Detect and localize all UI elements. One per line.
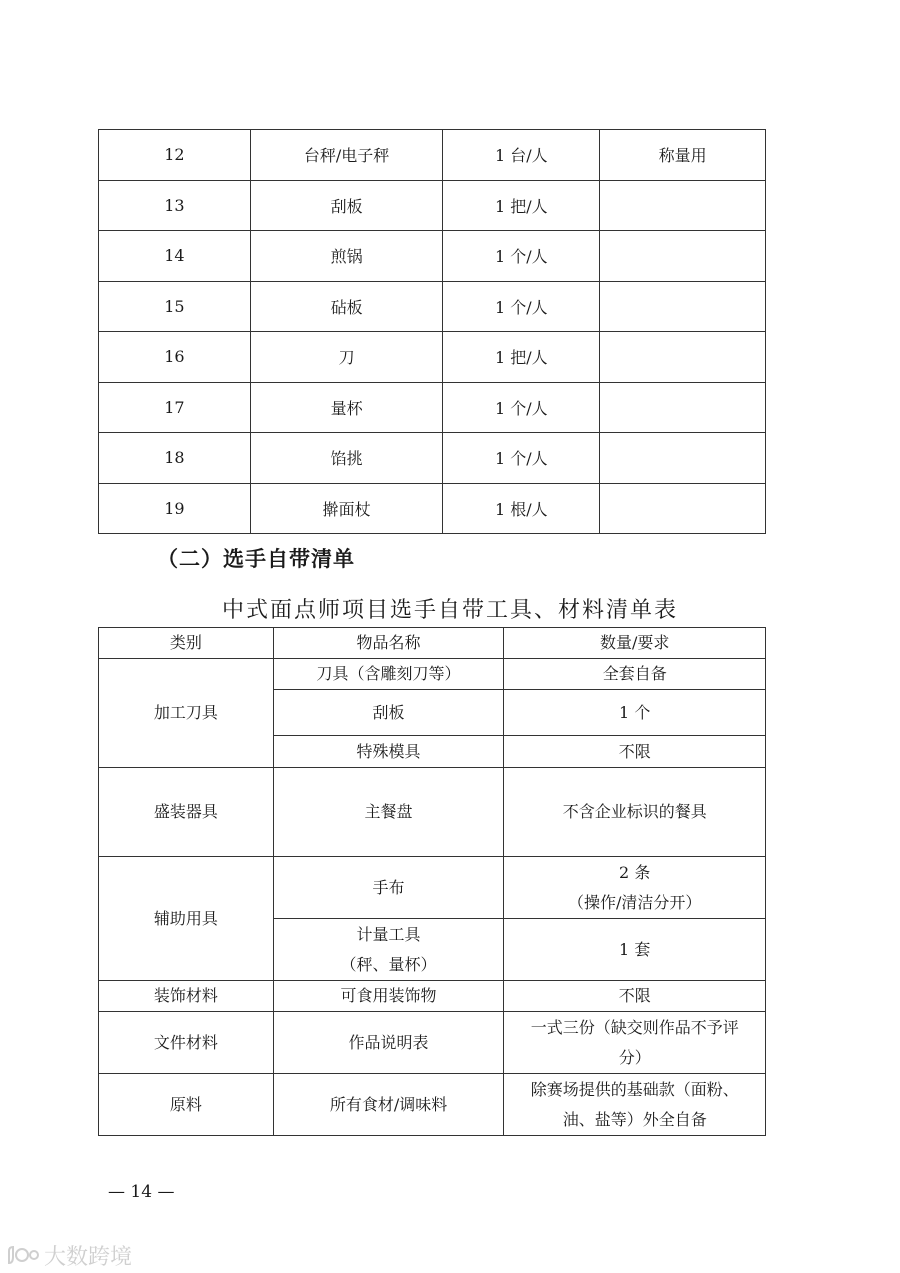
item-name-cell: 量杯 — [250, 382, 443, 433]
category-cell: 文件材料 — [99, 1012, 274, 1074]
note-cell — [600, 382, 766, 433]
self-brought-table — [98, 627, 766, 1136]
item-name-cell: 台秤/电子秤 — [250, 130, 443, 181]
item-line: 计量工具 — [356, 924, 421, 944]
quantity-cell: 1 根/人 — [443, 483, 600, 534]
header-category: 类别 — [99, 628, 274, 659]
table-title: 中式面点师项目选手自带工具、材料清单表 — [221, 598, 678, 623]
table-row — [99, 768, 766, 857]
watermark-text: 大数跨境 — [44, 1245, 133, 1270]
section-heading: （二）选手自带清单 — [157, 547, 355, 571]
item-line: （秤、量杯） — [340, 954, 437, 974]
table-row — [99, 382, 766, 433]
note-cell — [600, 433, 766, 484]
requirement-cell: 1 个 — [504, 690, 766, 736]
row-number-cell: 13 — [99, 180, 251, 231]
note-cell — [600, 332, 766, 383]
quantity-cell: 1 台/人 — [443, 130, 600, 181]
row-number-cell: 17 — [99, 382, 251, 433]
item-cell: 主餐盘 — [273, 768, 504, 857]
row-number-cell: 19 — [99, 483, 251, 534]
quantity-cell: 1 个/人 — [443, 382, 600, 433]
table-row — [99, 231, 766, 282]
table-row — [99, 433, 766, 484]
item-cell: 可食用装饰物 — [273, 981, 504, 1012]
item-cell: 作品说明表 — [273, 1012, 504, 1074]
item-cell: 手布 — [273, 857, 504, 919]
category-cell: 辅助用具 — [99, 857, 274, 981]
item-name-cell: 刮板 — [250, 180, 443, 231]
quantity-cell: 1 把/人 — [443, 332, 600, 383]
category-cell: 装饰材料 — [99, 981, 274, 1012]
table-row — [99, 659, 766, 690]
table-row — [99, 1074, 766, 1136]
requirement-cell: 不含企业标识的餐具 — [504, 768, 766, 857]
requirement-line: 除赛场提供的基础款（面粉、 — [530, 1079, 739, 1099]
table-row — [99, 981, 766, 1012]
item-name-cell: 刀 — [250, 332, 443, 383]
quantity-cell: 1 个/人 — [443, 281, 600, 332]
requirement-cell: 不限 — [504, 981, 766, 1012]
table-row — [99, 857, 766, 919]
table-row — [99, 130, 766, 181]
item-cell: 刀具（含雕刻刀等） — [273, 659, 504, 690]
requirement-cell — [504, 857, 766, 919]
watermark-logo-icon — [6, 1245, 40, 1267]
table-row — [99, 281, 766, 332]
requirement-line: 分） — [618, 1047, 651, 1067]
row-number-cell: 18 — [99, 433, 251, 484]
item-cell: 特殊模具 — [273, 736, 504, 768]
quantity-cell: 1 个/人 — [443, 231, 600, 282]
requirement-cell: 全套自备 — [504, 659, 766, 690]
item-name-cell: 馅挑 — [250, 433, 443, 484]
header-requirement: 数量/要求 — [504, 628, 766, 659]
item-name-cell: 煎锅 — [250, 231, 443, 282]
row-number-cell: 15 — [99, 281, 251, 332]
row-number-cell: 12 — [99, 130, 251, 181]
table-row — [99, 1012, 766, 1074]
table-header-row — [99, 628, 766, 659]
note-cell — [600, 180, 766, 231]
row-number-cell: 16 — [99, 332, 251, 383]
table-row — [99, 483, 766, 534]
quantity-cell: 1 个/人 — [443, 433, 600, 484]
item-name-cell: 砧板 — [250, 281, 443, 332]
note-cell — [600, 231, 766, 282]
requirement-line: （操作/清洁分开） — [567, 892, 702, 912]
requirement-cell — [504, 1012, 766, 1074]
note-cell — [600, 281, 766, 332]
requirement-cell: 不限 — [504, 736, 766, 768]
item-name-cell: 擀面杖 — [250, 483, 443, 534]
page-number: — 14 — — [108, 1182, 175, 1202]
quantity-cell: 1 把/人 — [443, 180, 600, 231]
requirement-cell — [504, 1074, 766, 1136]
row-number-cell: 14 — [99, 231, 251, 282]
header-item-name: 物品名称 — [273, 628, 504, 659]
item-cell: 所有食材/调味料 — [273, 1074, 504, 1136]
note-cell: 称量用 — [600, 130, 766, 181]
requirement-line: 油、盐等）外全自备 — [562, 1109, 707, 1129]
watermark — [6, 1240, 132, 1271]
table-row — [99, 332, 766, 383]
item-cell: 刮板 — [273, 690, 504, 736]
item-cell — [273, 919, 504, 981]
requirement-cell: 1 套 — [504, 919, 766, 981]
table-row — [99, 180, 766, 231]
requirement-line: 2 条 — [619, 862, 651, 882]
note-cell — [600, 483, 766, 534]
category-cell: 原料 — [99, 1074, 274, 1136]
requirement-line: 一式三份（缺交则作品不予评 — [530, 1017, 739, 1037]
category-cell: 盛装器具 — [99, 768, 274, 857]
category-cell: 加工刀具 — [99, 659, 274, 768]
equipment-table — [98, 129, 766, 534]
